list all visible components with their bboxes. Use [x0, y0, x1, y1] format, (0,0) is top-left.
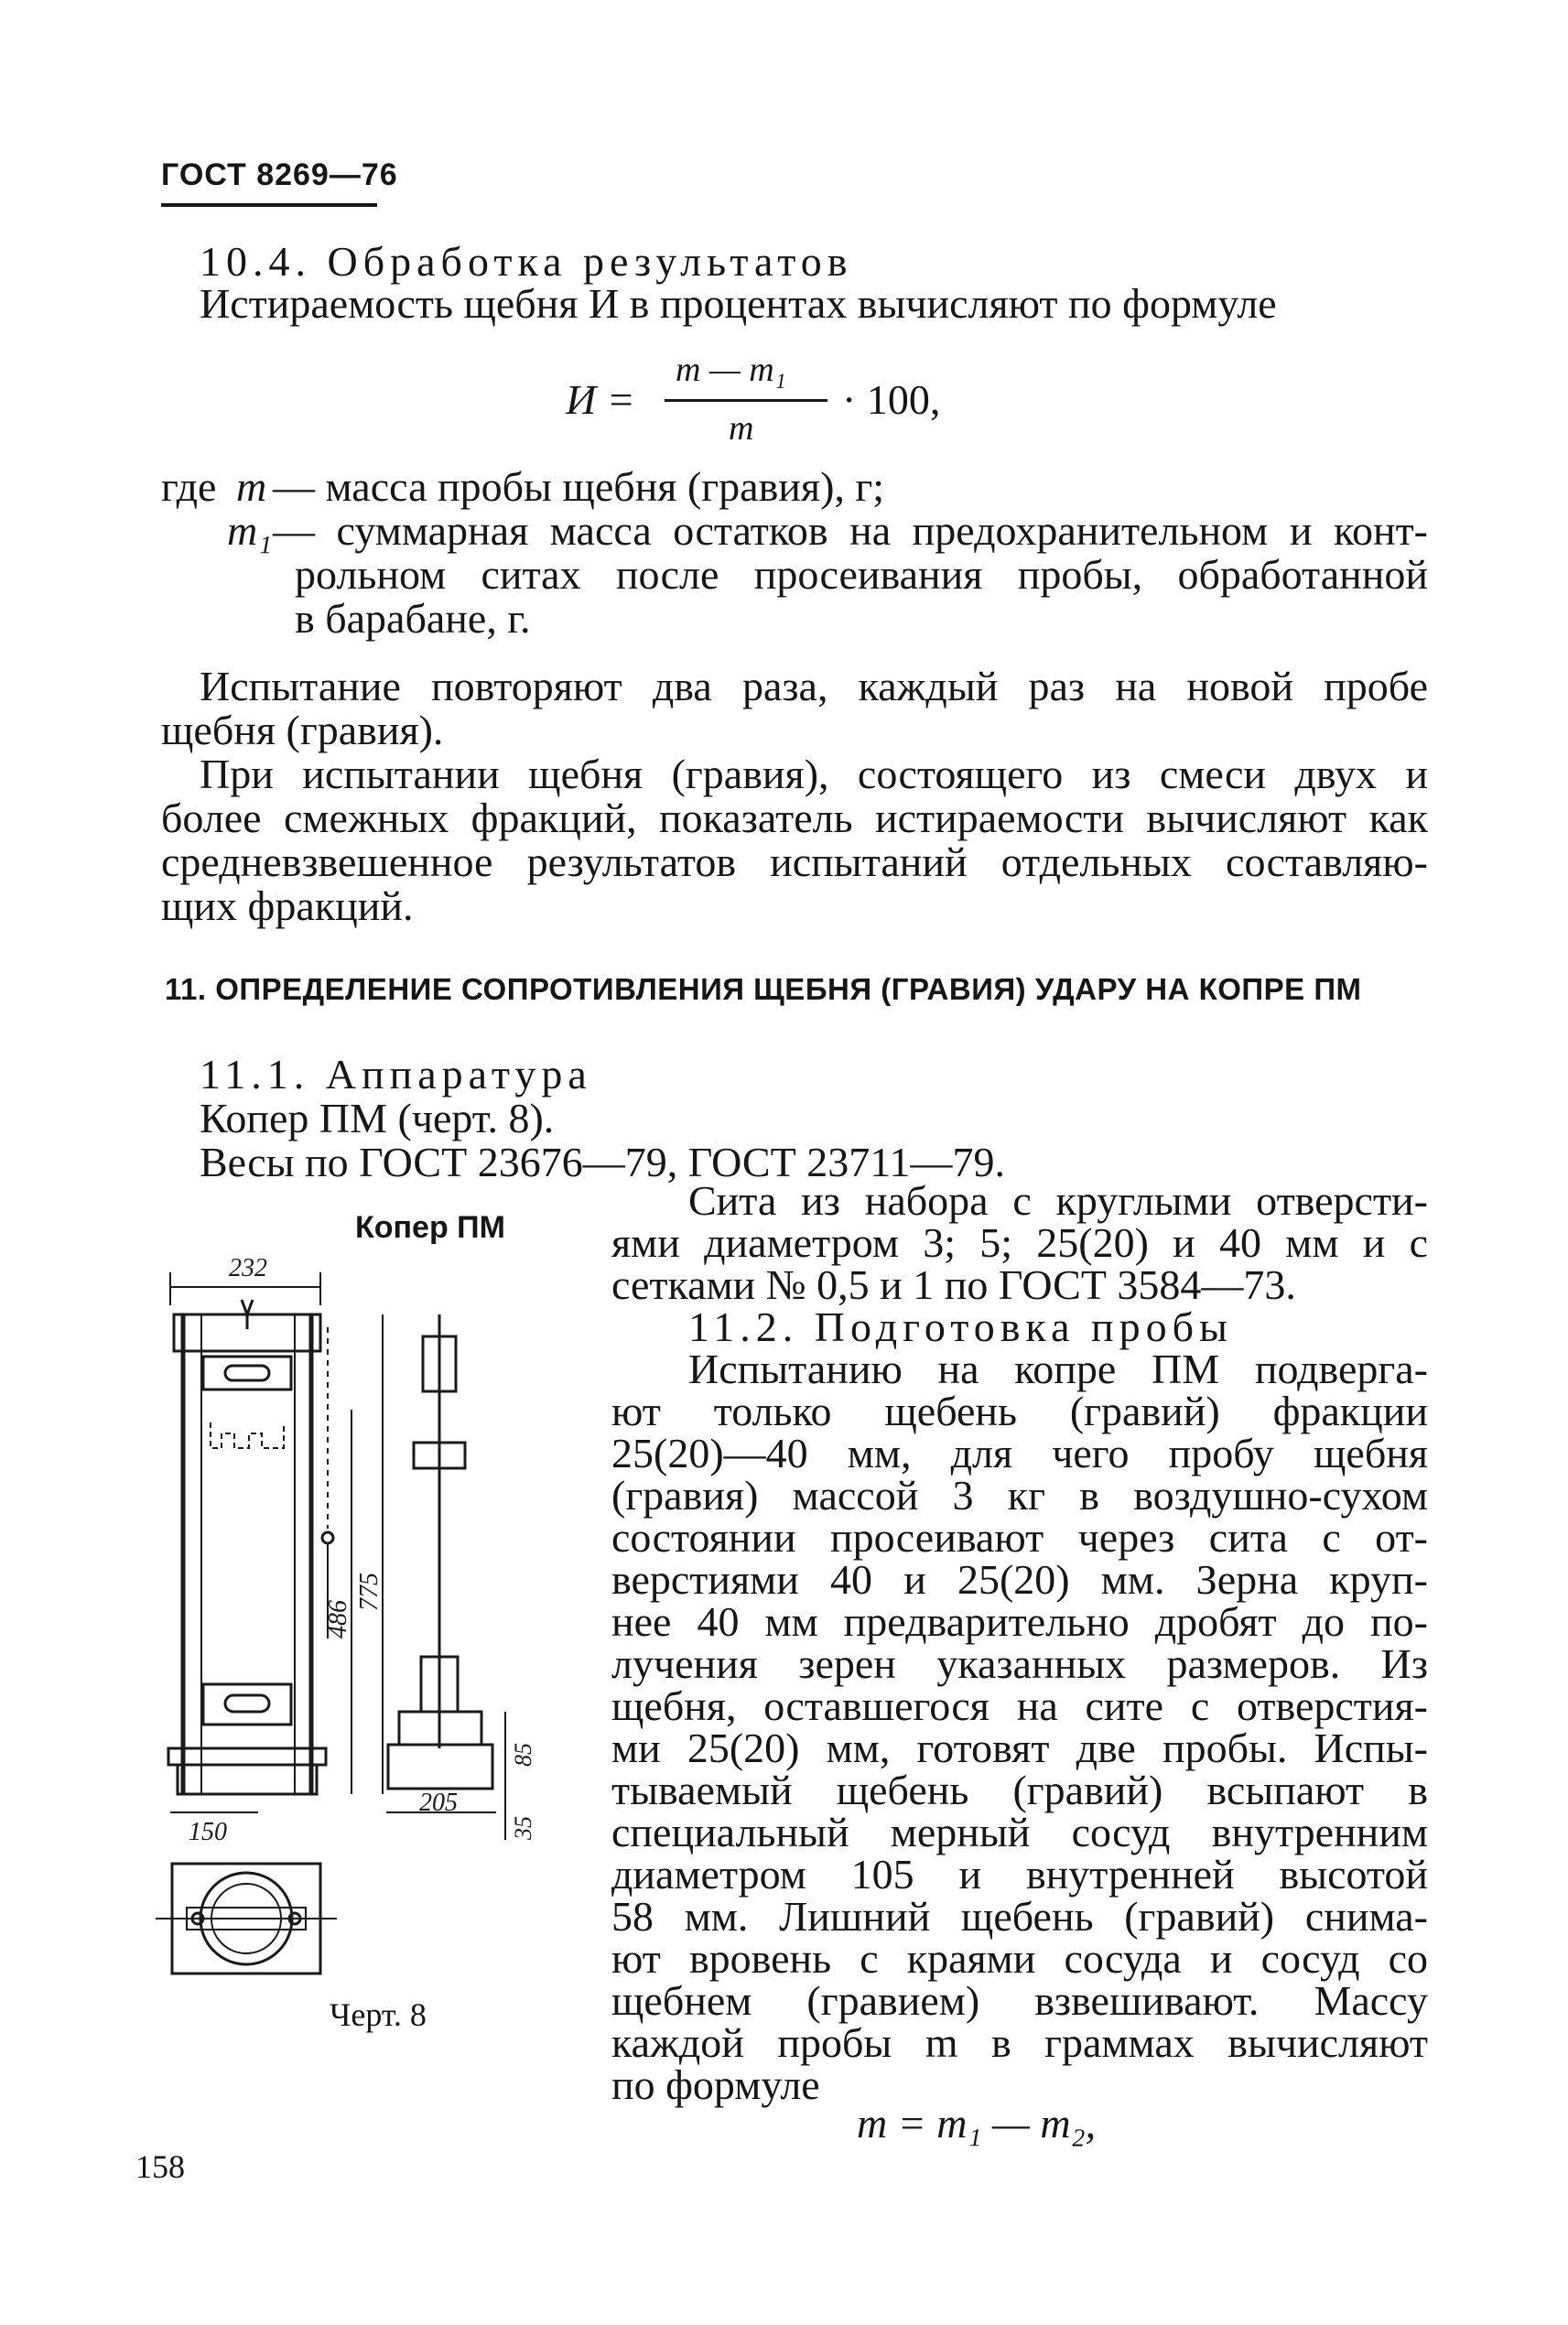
- header-underline: [161, 203, 377, 207]
- prep-line-17: каждой пробы m в граммах вычисляют: [611, 2019, 1428, 2066]
- paragraph-2-line-2: более смежных фракций, показатель истираемости вычисляют как: [161, 795, 1428, 841]
- sieves-line-3: сетками № 0,5 и 1 по ГОСТ 3584—73.: [611, 1261, 1296, 1308]
- apparatus-item-2: Весы по ГОСТ 23676—79, ГОСТ 23711—79.: [200, 1139, 1005, 1185]
- document-code-header: ГОСТ 8269—76: [161, 157, 398, 192]
- dim-label-85: 85: [510, 1743, 536, 1767]
- paragraph-2-line-1: При испытании щебня (гравия), состоящего из смеси двух и: [200, 751, 1428, 797]
- paragraph-1-line-1: Испытание повторяют два раза, каждый раз на новой пробе: [200, 663, 1428, 709]
- where-prefix: где: [161, 463, 217, 510]
- prep-line-16: щебнем (гравием) взвешивают. Массу: [611, 1977, 1428, 2024]
- formula-numerator: m — m₁: [676, 351, 786, 389]
- section-11-1-heading: 11.1. Аппаратура: [200, 1051, 592, 1098]
- prep-line-7: нее 40 мм предварительно дробят до по-: [611, 1598, 1428, 1645]
- prep-line-2: ют только щебень (гравий) фракции: [611, 1388, 1428, 1434]
- prep-line-4: (гравия) массой 3 кг в воздушно-сухом: [611, 1472, 1428, 1519]
- section-10-4-heading: 10.4. Обработка результатов: [200, 238, 853, 285]
- apparatus-item-1: Копер ПМ (черт. 8).: [200, 1095, 555, 1141]
- prep-line-9: щебня, оставшегося на сите с отверстия-: [611, 1682, 1428, 1729]
- where-2-continuation-2: в барабане, г.: [295, 595, 531, 642]
- prep-line-13: диаметром 105 и внутренней высотой: [611, 1851, 1428, 1898]
- dim-label-775: 775: [355, 1573, 384, 1611]
- pile-driver-drawing: [146, 1254, 604, 1986]
- prep-line-8: лучения зерен указанных размеров. Из: [611, 1640, 1428, 1687]
- dim-label-486: 486: [324, 1600, 352, 1638]
- section-11-2-heading: 11.2. Подготовка пробы: [688, 1303, 1233, 1350]
- upper-weight-holder: [203, 1357, 291, 1390]
- prep-line-5: состоянии просеивают через сита с от-: [611, 1514, 1428, 1561]
- side-view-base: [388, 1745, 492, 1789]
- paragraph-2-line-4: щих фракций.: [161, 882, 414, 929]
- where-1-symbol: m: [236, 463, 267, 510]
- figure-title: Копер ПМ: [355, 1210, 505, 1245]
- prep-line-11: тываемый щебень (гравий) всыпают в: [611, 1767, 1428, 1813]
- prep-line-12: специальный мерный сосуд внутренним: [611, 1809, 1428, 1855]
- prep-line-1: Испытанию на копре ПМ подверга-: [688, 1346, 1428, 1392]
- where-2-continuation-1: рольном ситах после просеивания пробы, обработанной: [295, 551, 1428, 598]
- dim-label-205: 205: [419, 1789, 458, 1817]
- prep-line-3: 25(20)—40 мм, для чего пробу щебня: [611, 1430, 1428, 1476]
- drop-weight: [203, 1684, 291, 1725]
- paragraph-2-line-3: средневзвешенное результатов испытаний отдельных составляю-: [161, 838, 1428, 885]
- page-number: 158: [135, 2148, 185, 2185]
- sieves-line-1: Сита из набора с круглыми отверсти-: [688, 1177, 1428, 1224]
- release-mechanism: [211, 1422, 284, 1448]
- mass-formula: m = m₁ — m₂,: [857, 2100, 1097, 2147]
- formula-rhs: · 100,: [842, 376, 941, 423]
- where-2-text: — суммарная масса остатков на предохранительном и конт-: [273, 507, 1428, 554]
- dim-label-150: 150: [189, 1818, 227, 1846]
- dim-label-35: 35: [510, 1816, 536, 1840]
- where-2-symbol: m₁: [227, 507, 273, 554]
- section-11-title: 11. ОПРЕДЕЛЕНИЕ СОПРОТИВЛЕНИЯ ЩЕБНЯ (ГРАВИЯ) УДАРУ НА КОПРЕ ПМ: [165, 972, 1362, 1006]
- base-plate: [168, 1748, 326, 1765]
- figure-caption: Черт. 8: [330, 1996, 427, 2033]
- fraction-bar: [665, 399, 827, 402]
- prep-line-18: по формуле: [611, 2061, 820, 2108]
- paragraph-1-line-2: щебня (гравия).: [161, 707, 444, 753]
- formula-denominator: m: [729, 409, 754, 448]
- formula-lhs: И =: [566, 376, 635, 423]
- where-1-text: — масса пробы щебня (гравия), г;: [273, 463, 885, 510]
- prep-line-14: 58 мм. Лишний щебень (гравий) снима-: [611, 1893, 1428, 1940]
- prep-line-10: ми 25(20) мм, готовят две пробы. Испы-: [611, 1725, 1428, 1771]
- section-10-4-intro: Истираемость щебня И в процентах вычисляют по формуле: [200, 280, 1277, 327]
- prep-line-6: верстиями 40 и 25(20) мм. Зерна круп-: [611, 1556, 1428, 1603]
- dim-label-232: 232: [229, 1254, 267, 1282]
- sieves-line-2: ями диаметром 3; 5; 25(20) и 40 мм и с: [611, 1219, 1428, 1266]
- prep-line-15: ют вровень с краями сосуда и сосуд со: [611, 1935, 1428, 1982]
